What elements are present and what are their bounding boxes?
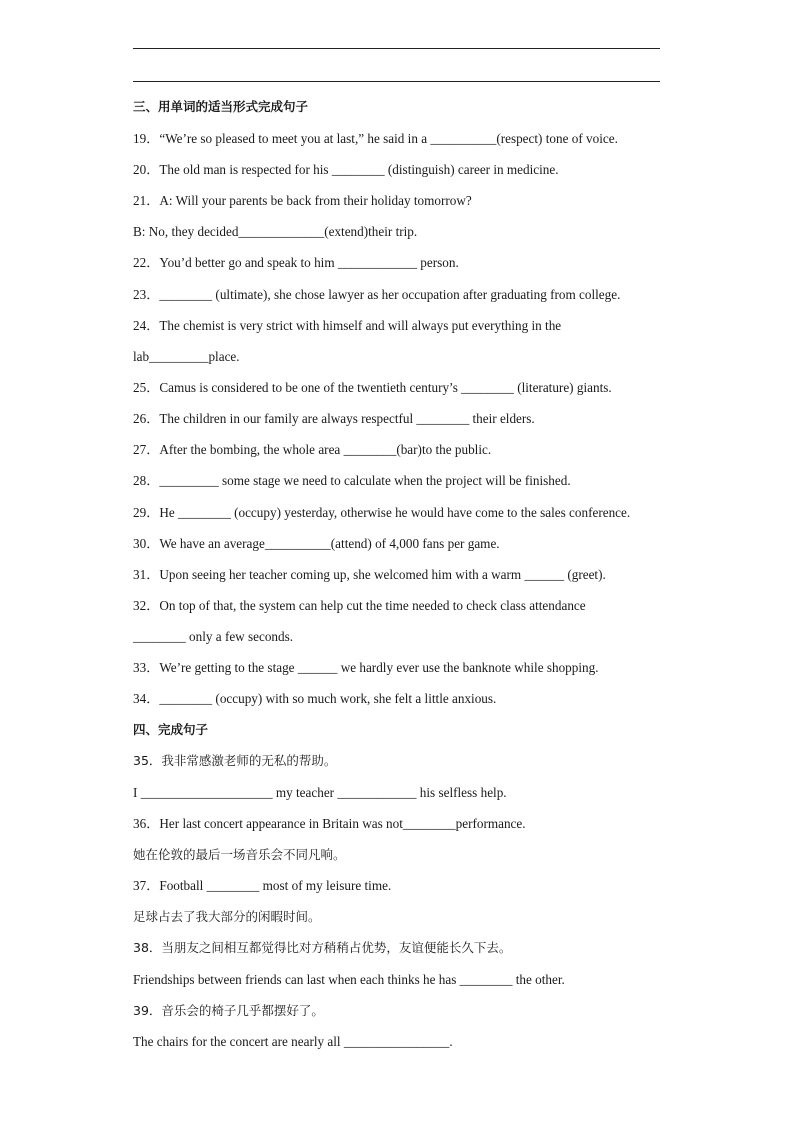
question-20: 20．The old man is respected for his ________ (distinguish) career in medicine.	[133, 162, 559, 177]
question-30: 30．We have an average__________(attend) of 4,000 fans per game.	[133, 536, 500, 551]
question-23: 23．________ (ultimate), she chose lawyer as her occupation after graduating from college.	[133, 287, 621, 302]
question-39-chinese: 39．音乐会的椅子几乎都摆好了。	[133, 1003, 324, 1018]
question-26: 26．The children in our family are always respectful ________ their elders.	[133, 411, 535, 426]
question-37-chinese: 足球占去了我大部分的闲暇时间。	[133, 909, 321, 924]
question-32-cont: ________ only a few seconds.	[133, 629, 294, 644]
question-38-chinese: 38．当朋友之间相互都觉得比对方稍稍占优势，友谊便能长久下去。	[133, 940, 512, 955]
question-25: 25．Camus is considered to be one of the twentieth century’s ________ (literature) giants.	[133, 380, 612, 395]
question-21-answer: B: No, they decided_____________(extend)their trip.	[133, 224, 418, 239]
question-33: 33．We’re getting to the stage ______ we hardly ever use the banknote while shopping.	[133, 660, 599, 675]
section-4-heading: 四、完成句子	[133, 722, 209, 737]
question-22: 22．You’d better go and speak to him ____________ person.	[133, 255, 459, 270]
question-37-english: 37．Football ________ most of my leisure time.	[133, 878, 392, 893]
question-32: 32．On top of that, the system can help cut the time needed to check class attendance	[133, 598, 586, 613]
question-24-cont: lab_________place.	[133, 349, 240, 364]
question-36-chinese: 她在伦敦的最后一场音乐会不同凡响。	[133, 847, 346, 862]
question-31: 31．Upon seeing her teacher coming up, she welcomed him with a warm ______ (greet).	[133, 567, 606, 582]
question-39-english: The chairs for the concert are nearly all ________________.	[133, 1034, 453, 1049]
question-35-chinese: 35．我非常感激老师的无私的帮助。	[133, 753, 337, 768]
question-29: 29．He ________ (occupy) yesterday, otherwise he would have come to the sales conference.	[133, 505, 631, 520]
answer-rule-2	[133, 81, 660, 82]
question-21: 21．A: Will your parents be back from their holiday tomorrow?	[133, 193, 472, 208]
question-27: 27．After the bombing, the whole area ________(bar)to the public.	[133, 442, 492, 457]
answer-rule-1	[133, 48, 660, 49]
section-3-heading: 三、用单词的适当形式完成句子	[133, 99, 309, 114]
question-38-english: Friendships between friends can last when each thinks he has ________ the other.	[133, 972, 565, 987]
question-19: 19．“We’re so pleased to meet you at last,” he said in a __________(respect) tone of voice.	[133, 131, 618, 146]
question-34: 34．________ (occupy) with so much work, she felt a little anxious.	[133, 691, 497, 706]
question-28: 28．_________ some stage we need to calculate when the project will be finished.	[133, 473, 571, 488]
question-36-english: 36．Her last concert appearance in Britain was not________performance.	[133, 816, 526, 831]
question-24: 24．The chemist is very strict with himself and will always put everything in the	[133, 318, 562, 333]
question-35-english: I ____________________ my teacher ____________ his selfless help.	[133, 785, 507, 800]
